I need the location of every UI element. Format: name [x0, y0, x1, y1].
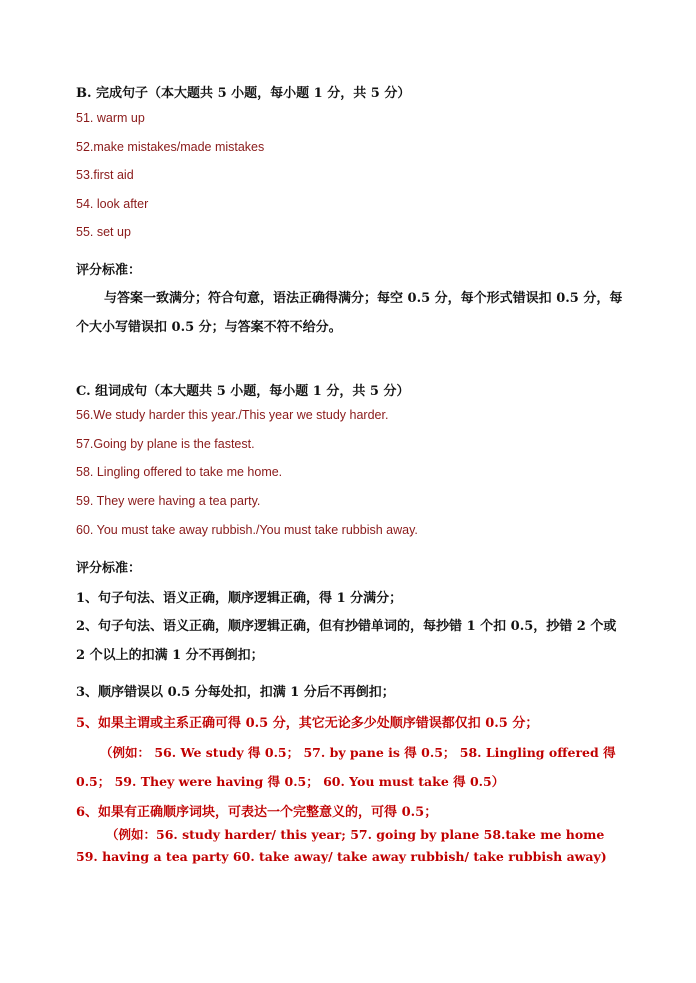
answer-53: 53.first aid: [76, 168, 134, 182]
rule-5-example: （例如： 56. We study 得 0.5； 57. by pane is 得 0.5； 58. Lingling offered 得 0.5； 59. They were having 得 0.5； 60. You must take 得 0.5）: [76, 745, 616, 789]
answer-59: 59. They were having a tea party.: [76, 494, 261, 508]
rule-6-example: （例如：56. study harder/ this year; 57. going by plane 58.take me home 59. having a tea party 60. take away/ take away rubbish/ take rubbish away): [76, 827, 607, 864]
section-c-heading: C. 组词成句（本大题共 5 小题，每小题 1 分，共 5 分）: [76, 384, 410, 399]
answer-52: 52.make mistakes/made mistakes: [76, 140, 265, 154]
rule-2: 2、句子句法、语义正确，顺序逻辑正确，但有抄错单词的，每抄错 1 个扣 0.5，抄错 2 个或 2 个以上的扣满 1 分不再倒扣；: [76, 619, 617, 663]
answer-55: 55. set up: [76, 225, 131, 239]
section-b-heading: B. 完成句子（本大题共 5 小题，每小题 1 分，共 5 分）: [76, 86, 411, 101]
answer-57: 57.Going by plane is the fastest.: [76, 437, 255, 451]
answer-60: 60. You must take away rubbish./You must take rubbish away.: [76, 523, 418, 537]
answer-51: 51. warm up: [76, 111, 145, 125]
section-c-criteria-title: 评分标准：: [76, 561, 142, 576]
answer-58: 58. Lingling offered to take me home.: [76, 465, 283, 479]
rule-5: 5、如果主谓或主系正确可得 0.5 分，其它无论多少处顺序错误都仅扣 0.5 分；: [76, 716, 539, 731]
rule-1: 1、句子句法、语义正确，顺序逻辑正确，得 1 分满分；: [76, 591, 403, 606]
section-b-criteria-title: 评分标准：: [76, 263, 142, 278]
rule-3: 3、顺序错误以 0.5 分每处扣，扣满 1 分后不再倒扣；: [76, 685, 395, 700]
rule-6: 6、如果有正确顺序词块，可表达一个完整意义的，可得 0.5；: [76, 805, 438, 820]
section-b-criteria-text: 与答案一致满分；符合句意，语法正确得满分；每空 0.5 分，每个形式错误扣 0.5 分，每个大小写错误扣 0.5 分；与答案不符不给分。: [76, 291, 623, 335]
answer-56: 56.We study harder this year./This year we study harder.: [76, 408, 389, 422]
answer-54: 54. look after: [76, 197, 149, 211]
